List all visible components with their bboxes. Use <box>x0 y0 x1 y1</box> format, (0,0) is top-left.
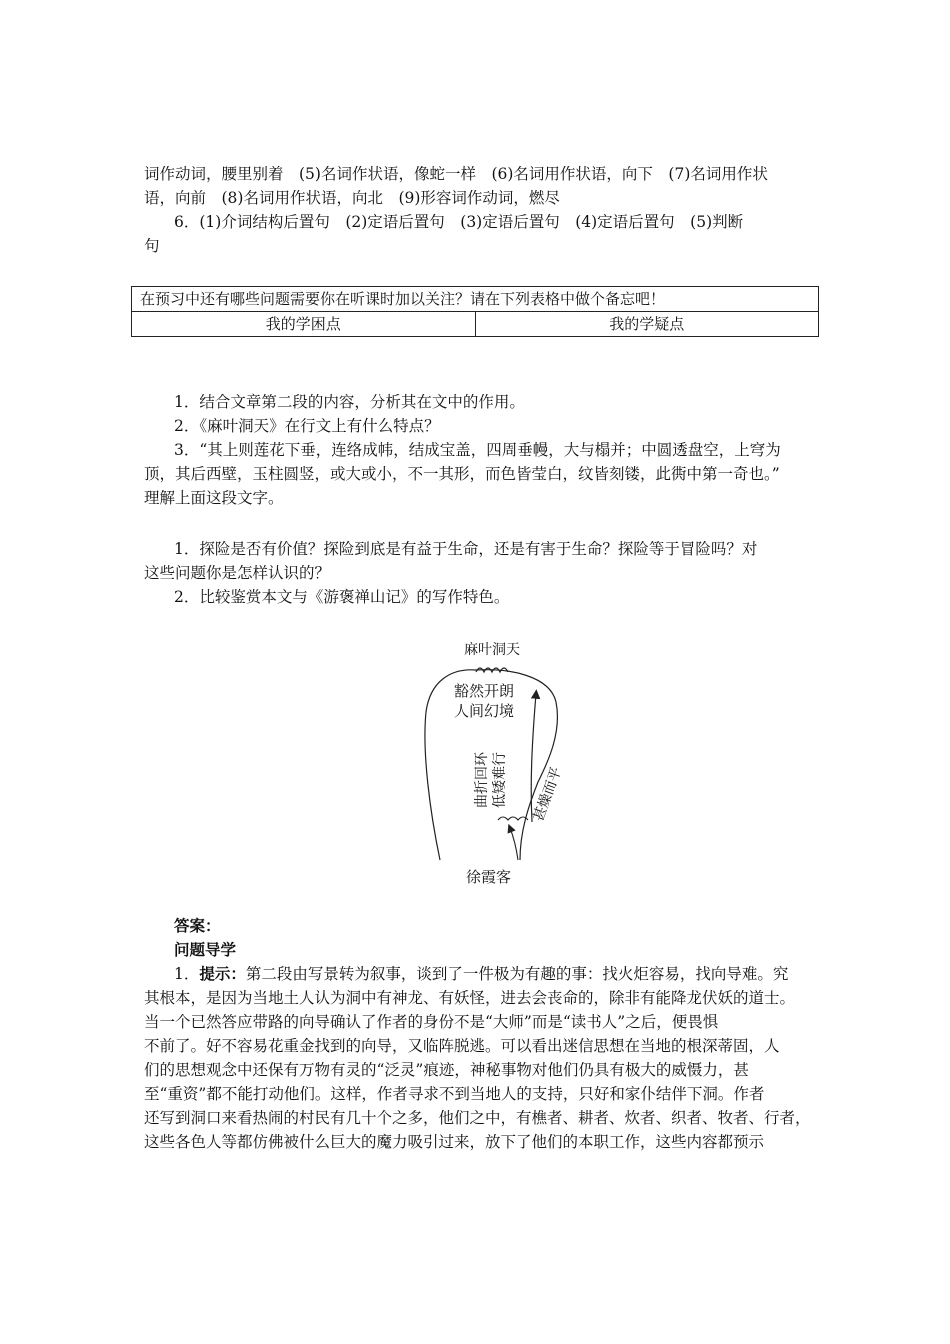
answer-section <box>144 914 824 1154</box>
explore-2: 2．比较鉴赏本文与《游褒禅山记》的写作特色。 <box>174 588 510 606</box>
answer-p1-line: 们的思想观念中还保有万物有灵的“泛灵”痕迹，神秘事物对他们仍具有极大的威慑力，甚 <box>144 1061 749 1079</box>
answer-p1-line <box>144 962 824 986</box>
question-1: 1．结合文章第二段的内容，分析其在文中的作用。 <box>174 393 525 411</box>
questions-block <box>144 390 814 510</box>
answer-p1-line: 其根本，是因为当地土人认为洞中有神龙、有妖怪，进去会丧命的，除非有能降龙伏妖的道士。 <box>144 989 796 1007</box>
diagram-title: 麻叶洞天 <box>464 642 520 658</box>
answer-heading: 答案： <box>174 916 221 935</box>
question-3-line: 3．“其上则莲花下垂，连络成帏，结成宝盖，四周垂幔，大与榻并；中圆透盘空，上穹为 <box>174 441 781 459</box>
diagram-right-col: 甚燥而平 <box>530 765 565 824</box>
diagram-left-col1: 曲折回环 <box>474 752 490 808</box>
explore-block <box>144 537 814 609</box>
diagram-bottom-label: 徐霞客 <box>466 868 512 886</box>
answer-p1-line: 这些各色人等都仿佛被什么巨大的魔力吸引过来，放下了他们的本职工作，这些内容都预示 <box>144 1133 765 1151</box>
answer-p1-number: 1． <box>174 965 200 983</box>
memo-table <box>131 286 819 337</box>
text-line: 词作动词，腰里别着 (5)名词作状语，像蛇一样 (6)名词用作状语，向下 (7)名词用作状 <box>144 165 768 183</box>
answer-p1-text: 第二段由写景转为叙事，谈到了一件极为有趣的事：找火炬容易，找向导难。究 <box>245 965 789 983</box>
memo-table-header: 在预习中还有哪些问题需要你在听课时加以关注？请在下列表格中做个备忘吧！ <box>132 287 819 312</box>
entry-arrow <box>510 828 518 860</box>
question-3-line: 理解上面这段文字。 <box>144 489 284 507</box>
text-line: 语，向前 (8)名词用作状语，向北 (9)形容词作动词，燃尽 <box>144 189 560 207</box>
answer-subheading: 问题导学 <box>174 940 237 959</box>
answer-p1-line: 至“重资”都不能打动他们。这样，作者寻求不到当地人的支持，只好和家仆结伴下洞。作者 <box>144 1085 765 1103</box>
question-2: 2．《麻叶洞天》在行文上有什么特点？ <box>174 417 440 435</box>
diagram-top-line1: 豁然开朗 <box>454 682 515 700</box>
text-line: 6．(1)介词结构后置句 (2)定语后置句 (3)定语后置句 (4)定语后置句 (5)判断 <box>174 213 744 231</box>
answer-p1-hint: 提示： <box>199 964 246 983</box>
answer-p1-line: 当一个已然答应带路的向导确认了作者的身份不是“大师”而是“读书人”之后，便畏惧 <box>144 1013 719 1031</box>
diagram-svg <box>420 632 580 892</box>
question-3-line: 顶，其后西壁，玉柱圆竖，或大或小，不一其形，而色皆莹白，纹皆刻镂，此衖中第一奇也。” <box>144 465 780 483</box>
explore-1-line: 这些问题你是怎样认识的？ <box>144 564 331 582</box>
diagram-left-col2: 低矮难行 <box>492 752 508 808</box>
text-line: 句 <box>144 237 160 255</box>
structure-diagram <box>420 632 580 892</box>
answer-p1-line: 不前了。好不容易花重金找到的向导，又临阵脱逃。可以看出迷信思想在当地的根深蒂固，人 <box>144 1037 780 1055</box>
low-passage-icon <box>498 817 528 820</box>
answers-top <box>144 162 814 258</box>
memo-col-difficulties: 我的学困点 <box>132 312 476 337</box>
memo-col-doubts: 我的学疑点 <box>475 312 819 337</box>
explore-1-line: 1．探险是否有价值？探险到底是有益于生命，还是有害于生命？探险等于冒险吗？对 <box>174 540 758 558</box>
diagram-top-line2: 人间幻境 <box>454 702 515 720</box>
answer-p1-line: 还写到洞口来看热闹的村民有几十个之多，他们之中，有樵者、耕者、炊者、织者、牧者、行者， <box>144 1109 811 1127</box>
